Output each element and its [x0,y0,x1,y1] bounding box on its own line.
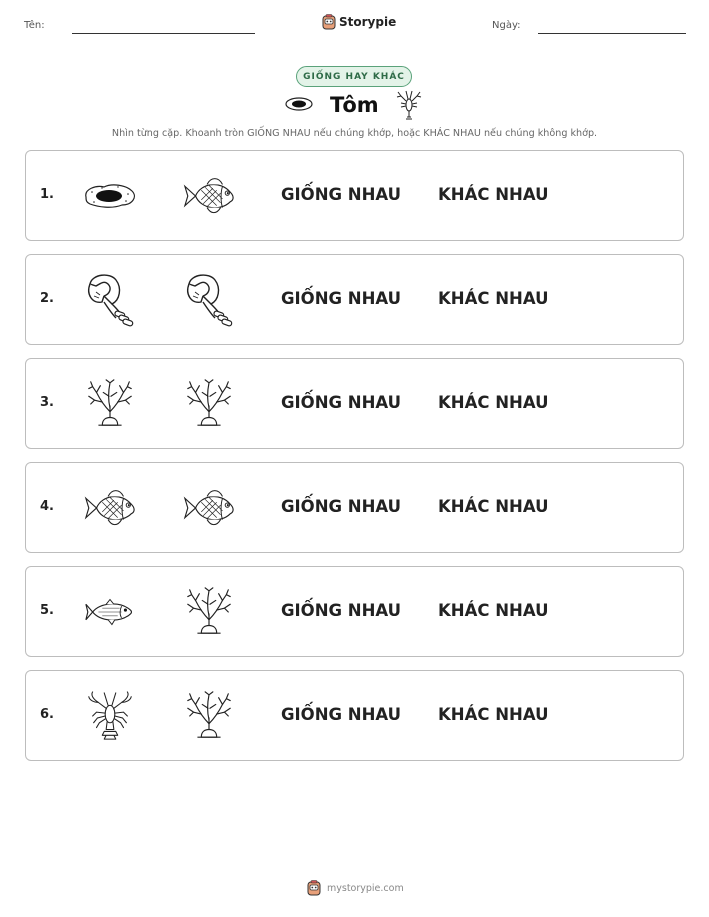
question-number: 2. [40,291,54,306]
question-number: 6. [40,707,54,722]
fish-icon [181,481,237,535]
different-option[interactable]: KHÁC NHAU [438,185,549,204]
coral-icon [82,377,138,431]
footer [307,880,404,896]
question-row-1 [25,150,684,241]
date-line[interactable] [538,33,686,34]
coral-icon [181,585,237,639]
different-option[interactable]: KHÁC NHAU [438,289,549,308]
lobster-claw-icon [82,273,138,327]
same-option[interactable]: GIỐNG NHAU [281,497,402,516]
instructions-text: Nhìn từng cặp. Khoanh tròn GIỐNG NHAU nếu chúng khớp, hoặc KHÁC NHAU nếu chúng không khớp. [111,128,598,139]
same-option[interactable]: GIỐNG NHAU [281,289,402,308]
different-option[interactable]: KHÁC NHAU [438,705,549,724]
question-row-2 [25,254,684,345]
different-option[interactable]: KHÁC NHAU [438,601,549,620]
same-option[interactable]: GIỐNG NHAU [281,601,402,620]
name-label: Tên: [24,20,45,31]
question-row-6 [25,670,684,761]
date-label: Ngày: [492,20,521,31]
same-option[interactable]: GIỐNG NHAU [281,705,402,724]
brand-logo [322,14,396,30]
different-option[interactable]: KHÁC NHAU [438,393,549,412]
sand-hole-icon [82,169,138,223]
oyster-icon [284,96,314,116]
fish-icon [181,169,237,223]
question-number: 4. [40,499,54,514]
same-option[interactable]: GIỐNG NHAU [281,185,402,204]
coral-icon [181,689,237,743]
question-row-4 [25,462,684,553]
page-title: Tôm [330,93,379,117]
mascot-icon [322,14,336,30]
lobster-icon [82,689,138,743]
coral-icon [181,377,237,431]
question-number: 1. [40,187,54,202]
question-number: 5. [40,603,54,618]
question-row-5 [25,566,684,657]
brand-name: Storypie [339,15,397,29]
mascot-icon [307,880,321,896]
fish-icon [82,481,138,535]
category-badge: GIỐNG HAY KHÁC [296,66,412,87]
same-option[interactable]: GIỐNG NHAU [281,393,402,412]
question-number: 3. [40,395,54,410]
tuna-icon [82,585,138,639]
footer-url[interactable]: mystorypie.com [327,882,404,894]
different-option[interactable]: KHÁC NHAU [438,497,549,516]
name-line[interactable] [72,33,255,34]
question-row-3 [25,358,684,449]
lobster-claw-icon [181,273,237,327]
lobster-icon [396,90,422,124]
